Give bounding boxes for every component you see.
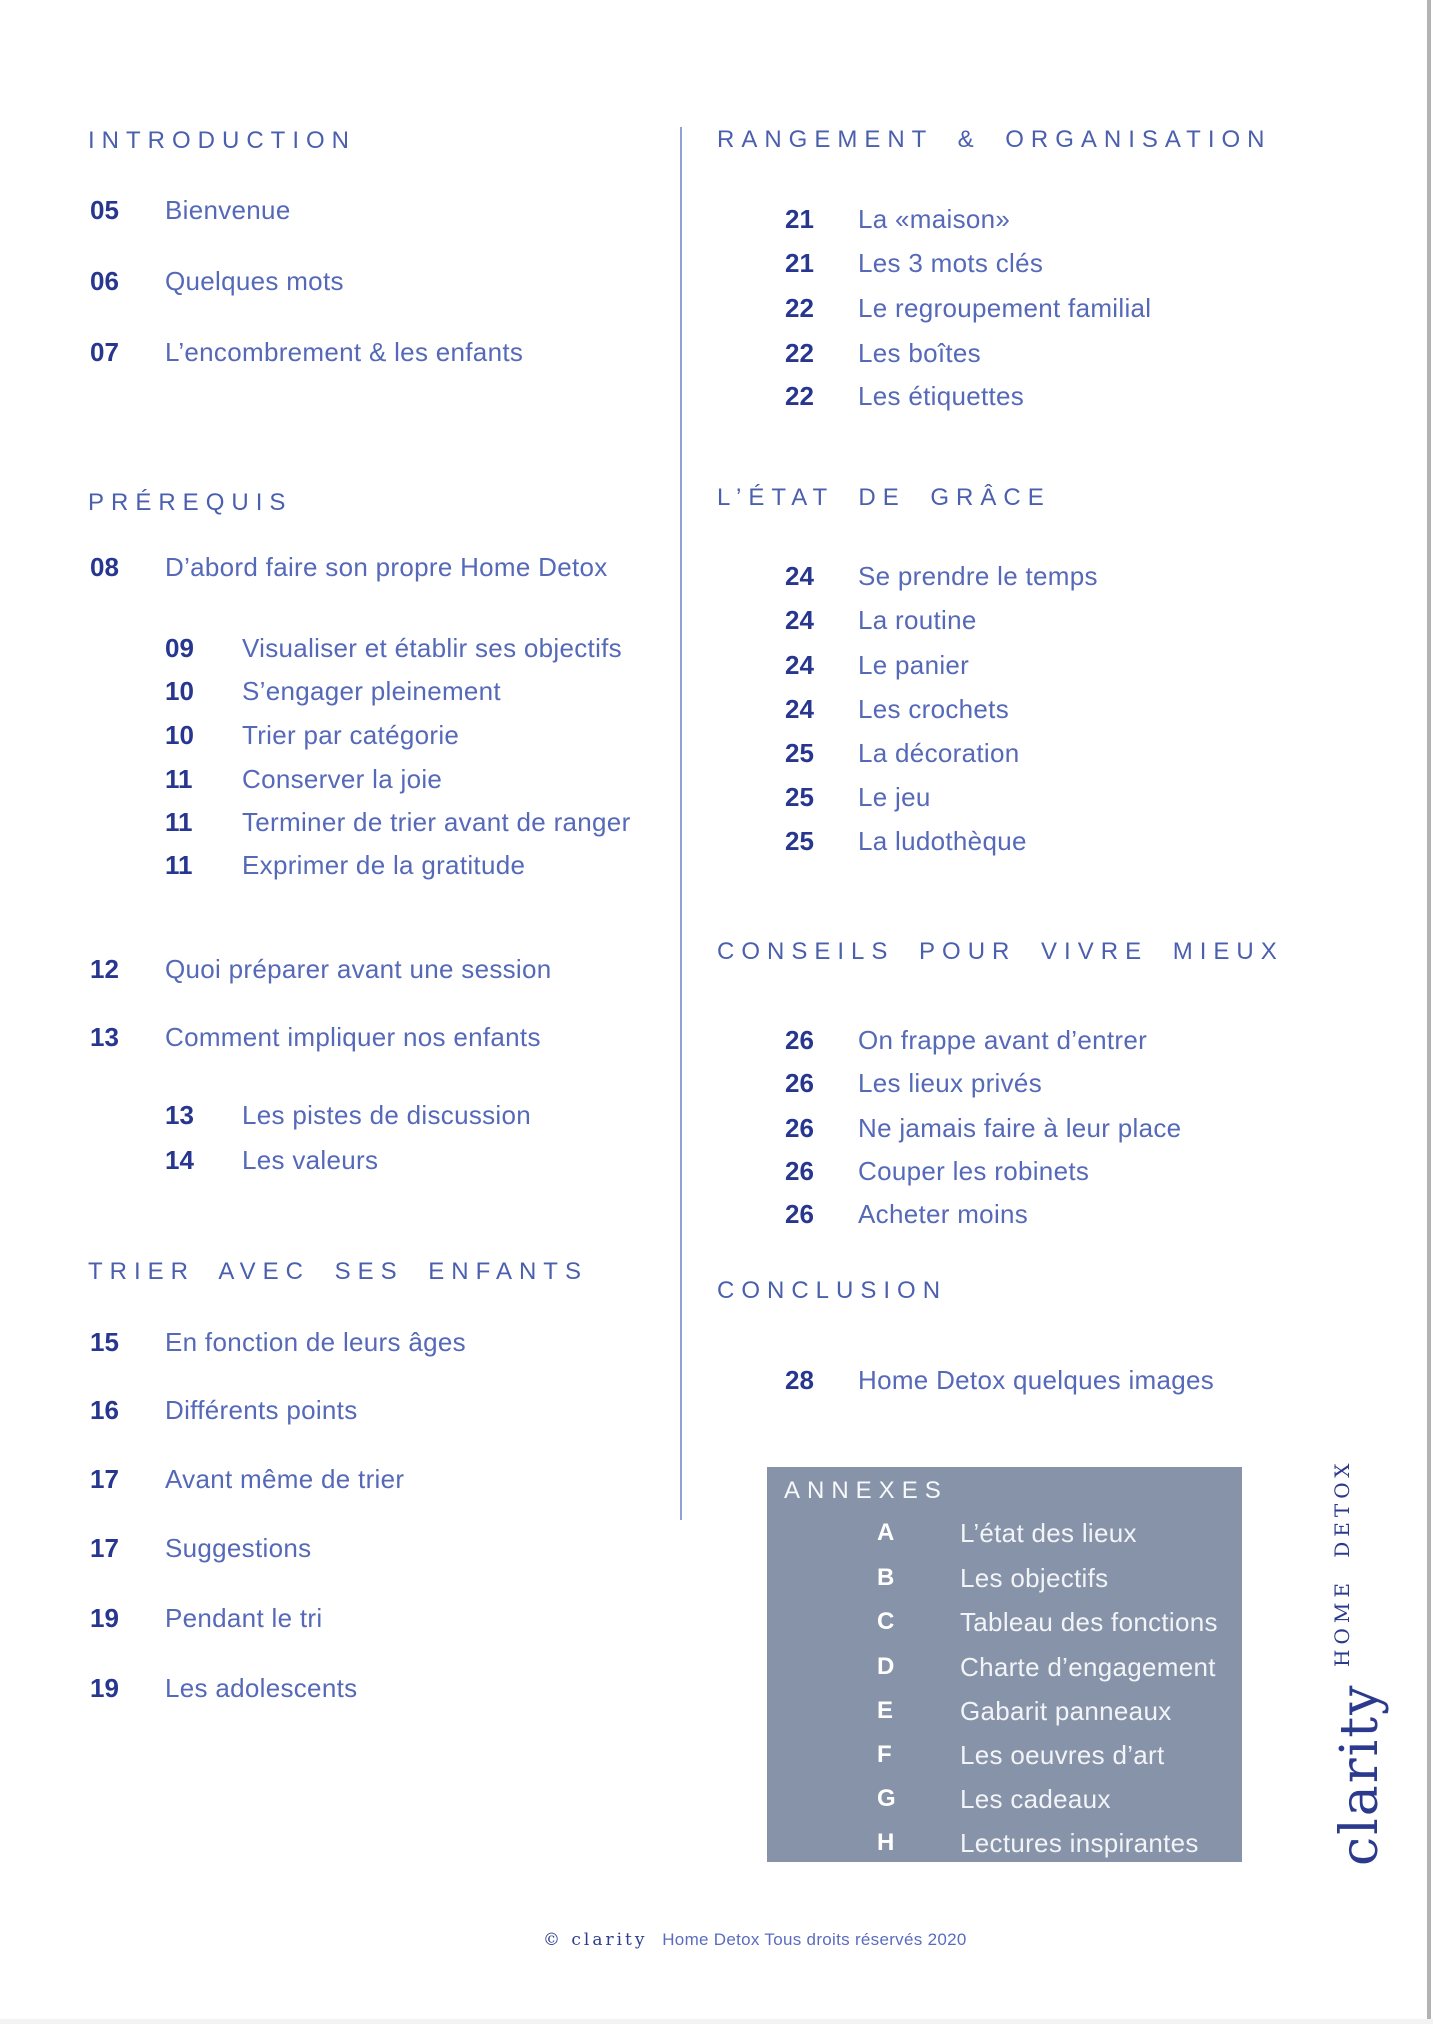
- toc-label: Bienvenue: [165, 195, 291, 225]
- page-bottom-edge: [0, 2019, 1433, 2024]
- toc-row: [785, 1197, 1028, 1231]
- toc-subrow: [165, 718, 459, 752]
- heading-trier-avec-ses-enfants: TRIER AVEC SES ENFANTS: [88, 1258, 588, 1285]
- page-number: 21: [785, 204, 814, 234]
- page-number: 25: [785, 782, 814, 812]
- toc-label: Home Detox quelques images: [858, 1365, 1215, 1395]
- toc-row: [785, 780, 931, 814]
- toc-label: Les crochets: [858, 694, 1010, 724]
- toc-label: La décoration: [858, 738, 1020, 768]
- toc-row: [90, 1325, 466, 1359]
- toc-label: Le panier: [858, 650, 970, 680]
- page-number: 11: [165, 850, 193, 880]
- toc-row: [785, 1154, 1089, 1188]
- toc-label: Exprimer de la gratitude: [242, 850, 526, 880]
- toc-label: Ne jamais faire à leur place: [858, 1113, 1182, 1143]
- page-number: 12: [90, 954, 119, 984]
- toc-label: S’engager pleinement: [242, 676, 501, 706]
- page-number: 17: [90, 1533, 119, 1563]
- page-number: 06: [90, 266, 119, 296]
- toc-label: Les pistes de discussion: [242, 1100, 532, 1130]
- page-number: 24: [785, 694, 814, 724]
- annex-letter: D: [877, 1653, 895, 1680]
- page-number: 26: [785, 1068, 814, 1098]
- toc-label: Quoi préparer avant une session: [165, 954, 552, 984]
- annex-label: Tableau des fonctions: [960, 1607, 1218, 1637]
- toc-row: [785, 336, 981, 370]
- page-number: 25: [785, 738, 814, 768]
- toc-row: [90, 1462, 404, 1496]
- page-number: 08: [90, 552, 119, 582]
- toc-label: Visualiser et établir ses objectifs: [242, 633, 622, 663]
- toc-row: [785, 202, 1010, 236]
- heading-etat-de-grace: L’ÉTAT DE GRÂCE: [717, 484, 1051, 511]
- page-number: 26: [785, 1113, 814, 1143]
- toc-label: Pendant le tri: [165, 1603, 323, 1633]
- toc-row: [785, 246, 1043, 280]
- toc-label: Avant même de trier: [165, 1464, 405, 1494]
- heading-introduction: INTRODUCTION: [88, 127, 356, 154]
- annex-letter: C: [877, 1608, 895, 1635]
- heading-conclusion: CONCLUSION: [717, 1277, 948, 1304]
- page-number: 15: [90, 1327, 119, 1357]
- annex-letter: B: [877, 1564, 895, 1591]
- page-number: 17: [90, 1464, 119, 1494]
- annex-letter: G: [877, 1785, 896, 1812]
- toc-row: [785, 692, 1009, 726]
- toc-row: [785, 736, 1019, 770]
- page-number: 28: [785, 1365, 814, 1395]
- toc-label: Les lieux privés: [858, 1068, 1042, 1098]
- toc-label: La routine: [858, 605, 977, 635]
- toc-label: Les étiquettes: [858, 381, 1025, 411]
- annexes-box: [767, 1467, 1242, 1862]
- page-number: 19: [90, 1603, 119, 1633]
- column-divider: [680, 127, 682, 1520]
- toc-label: Acheter moins: [858, 1199, 1029, 1229]
- page-number: 09: [165, 633, 194, 663]
- heading-prerequis: PRÉREQUIS: [88, 489, 293, 516]
- page-number: 11: [165, 807, 193, 837]
- page-number: 13: [90, 1022, 119, 1052]
- annex-label: Les cadeaux: [960, 1784, 1111, 1814]
- toc-row: [785, 648, 969, 682]
- toc-subrow: [165, 631, 622, 665]
- toc-subrow: [165, 1098, 531, 1132]
- page-number: 13: [165, 1100, 194, 1130]
- toc-label: Les 3 mots clés: [858, 248, 1044, 278]
- clarity-wordmark: clarity: [1330, 1683, 1390, 1866]
- annex-letter: H: [877, 1829, 895, 1856]
- toc-label: Les valeurs: [242, 1145, 379, 1175]
- toc-label: Terminer de trier avant de ranger: [242, 807, 631, 837]
- toc-row: [785, 559, 1098, 593]
- page-number: 10: [165, 720, 194, 750]
- toc-label: Se prendre le temps: [858, 561, 1098, 591]
- annex-label: L’état des lieux: [960, 1518, 1137, 1548]
- toc-row: [785, 291, 1151, 325]
- page-number: 25: [785, 826, 814, 856]
- toc-subrow: [165, 805, 631, 839]
- page-number: 22: [785, 381, 814, 411]
- toc-row: [90, 1601, 322, 1635]
- toc-row: [785, 824, 1027, 858]
- toc-subrow: [165, 762, 442, 796]
- annex-label: Charte d’engagement: [960, 1652, 1216, 1682]
- toc-label: Le regroupement familial: [858, 293, 1152, 323]
- page-number: 07: [90, 337, 119, 367]
- page-number: 11: [165, 764, 193, 794]
- page-number: 26: [785, 1156, 814, 1186]
- toc-subrow: [165, 674, 501, 708]
- annex-label: Les oeuvres d’art: [960, 1740, 1165, 1770]
- toc-row: [90, 335, 523, 369]
- footer-rights: Home Detox Tous droits réservés 2020: [662, 1930, 967, 1949]
- toc-row: [90, 1671, 357, 1705]
- toc-label: Couper les robinets: [858, 1156, 1090, 1186]
- page-number: 26: [785, 1199, 814, 1229]
- heading-rangement-organisation: RANGEMENT & ORGANISATION: [717, 126, 1272, 153]
- toc-row: [90, 952, 552, 986]
- toc-row: [90, 550, 608, 584]
- toc-row: [785, 603, 977, 637]
- annex-letter: E: [877, 1697, 894, 1724]
- page-number: 24: [785, 650, 814, 680]
- toc-row: [785, 1066, 1042, 1100]
- toc-label: L’encombrement & les enfants: [165, 337, 524, 367]
- heading-annexes: ANNEXES: [784, 1477, 948, 1504]
- annex-letter: F: [877, 1741, 892, 1768]
- toc-label: Suggestions: [165, 1533, 312, 1563]
- page-number: 10: [165, 676, 194, 706]
- page-number: 21: [785, 248, 814, 278]
- page-number: 22: [785, 338, 814, 368]
- footer-brand: © clarity: [543, 1930, 648, 1950]
- page-number: 26: [785, 1025, 814, 1055]
- page-number: 24: [785, 605, 814, 635]
- toc-label: Trier par catégorie: [242, 720, 460, 750]
- toc-label: Les boîtes: [858, 338, 981, 368]
- toc-label: Les adolescents: [165, 1673, 358, 1703]
- toc-row: [90, 1531, 311, 1565]
- toc-subrow: [165, 1143, 378, 1177]
- toc-label: La «maison»: [858, 204, 1011, 234]
- page-number: 14: [165, 1145, 194, 1175]
- clarity-logo: [1330, 1458, 1414, 1866]
- toc-row: [90, 193, 291, 227]
- page-right-edge: [1427, 0, 1431, 2024]
- page-number: 16: [90, 1395, 119, 1425]
- footer-copyright: [543, 1930, 967, 1950]
- page-number: 22: [785, 293, 814, 323]
- annex-label: Lectures inspirantes: [960, 1828, 1199, 1858]
- heading-conseils-pour-vivre-mieux: CONSEILS POUR VIVRE MIEUX: [717, 938, 1284, 965]
- toc-row: [785, 1111, 1181, 1145]
- toc-row: [785, 379, 1024, 413]
- toc-row: [90, 264, 344, 298]
- toc-subrow: [165, 848, 525, 882]
- toc-row: [90, 1393, 358, 1427]
- toc-row: [785, 1023, 1147, 1057]
- toc-label: La ludothèque: [858, 826, 1027, 856]
- toc-label: On frappe avant d’entrer: [858, 1025, 1148, 1055]
- annex-letter: A: [877, 1519, 895, 1546]
- page-number: 19: [90, 1673, 119, 1703]
- toc-label: D’abord faire son propre Home Detox: [165, 552, 608, 582]
- page-number: 24: [785, 561, 814, 591]
- toc-label: Quelques mots: [165, 266, 344, 296]
- toc-label: Le jeu: [858, 782, 931, 812]
- toc-label: Différents points: [165, 1395, 358, 1425]
- toc-label: Comment impliquer nos enfants: [165, 1022, 541, 1052]
- toc-label: En fonction de leurs âges: [165, 1327, 466, 1357]
- toc-label: Conserver la joie: [242, 764, 443, 794]
- toc-row: [90, 1020, 541, 1054]
- annex-label: Gabarit panneaux: [960, 1696, 1172, 1726]
- home-detox-subtitle: HOME DETOX: [1330, 1458, 1354, 1668]
- annex-label: Les objectifs: [960, 1563, 1109, 1593]
- page-number: 05: [90, 195, 119, 225]
- toc-row: [785, 1363, 1214, 1397]
